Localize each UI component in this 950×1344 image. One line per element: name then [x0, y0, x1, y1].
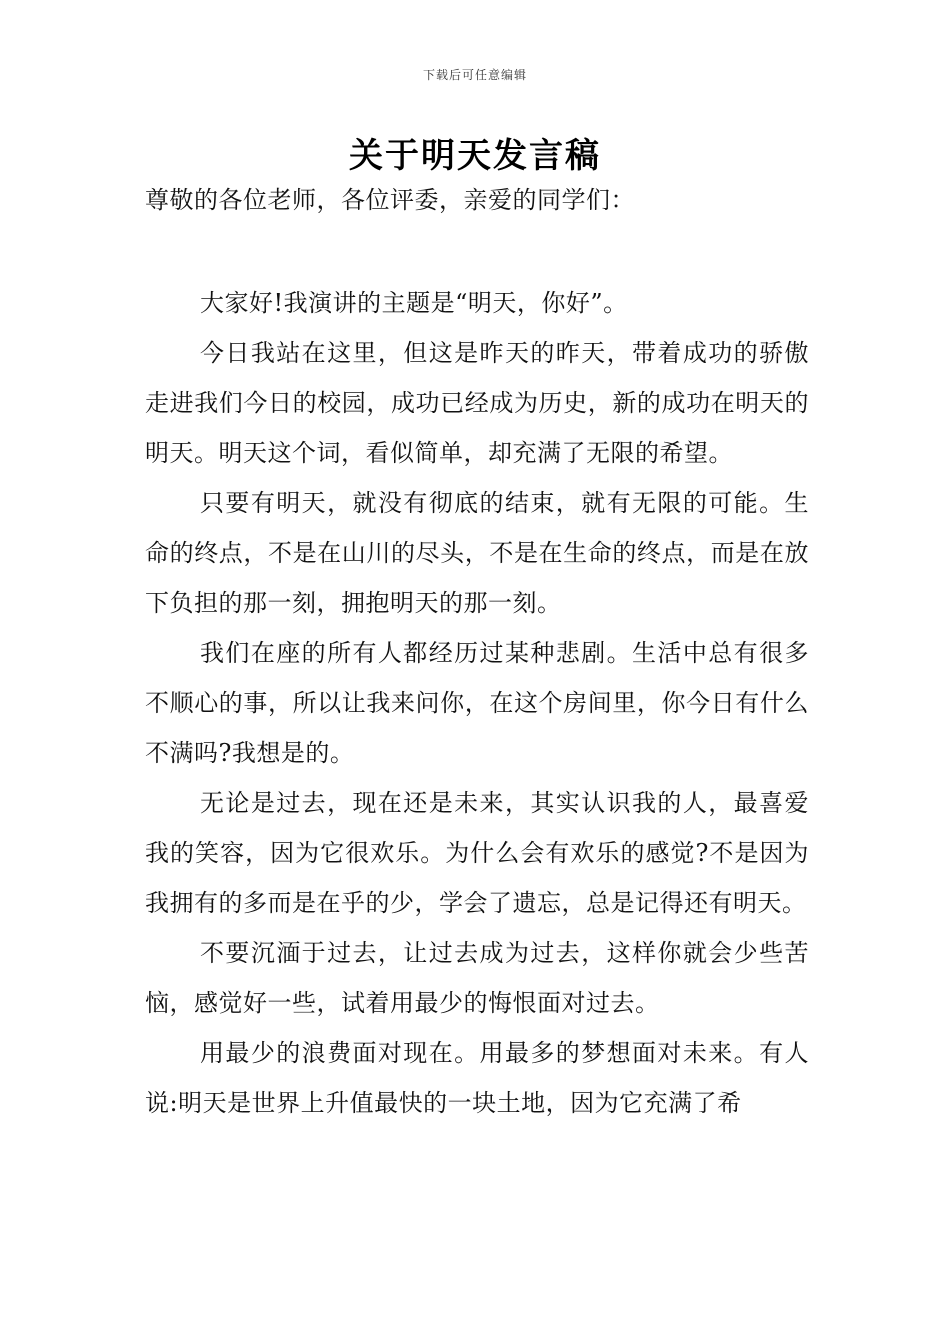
speech-body [145, 278, 809, 1128]
paragraph: 用最少的浪费面对现在。用最多的梦想面对未来。有人说:明天是世界上升值最快的一块土地，因为它充满了希 [145, 1039, 809, 1117]
paragraph: 我们在座的所有人都经历过某种悲剧。生活中总有很多不顺心的事，所以让我来问你，在这个房间里，你今日有什么不满吗?我想是的。 [145, 639, 809, 767]
salutation: 尊敬的各位老师，各位评委，亲爱的同学们： [145, 186, 635, 214]
paragraph: 只要有明天，就没有彻底的结束，就有无限的可能。生命的终点，不是在山川的尽头，不是在生命的终点，而是在放下负担的那一刻，拥抱明天的那一刻。 [145, 489, 809, 617]
paragraph: 今日我站在这里，但这是昨天的昨天，带着成功的骄傲走进我们今日的校园，成功已经成为历史，新的成功在明天的明天。明天这个词，看似简单，却充满了无限的希望。 [145, 339, 809, 467]
paragraph: 不要沉湎于过去，让过去成为过去，这样你就会少些苦恼，感觉好一些，试着用最少的悔恨面对过去。 [145, 939, 809, 1017]
paragraph: 大家好!我演讲的主题是“明天，你好”。 [200, 289, 628, 317]
header-note: 下载后可任意编辑 [422, 68, 527, 82]
page-title: 关于明天发言稿 [349, 136, 601, 176]
paragraph: 无论是过去，现在还是未来，其实认识我的人，最喜爱我的笑容，因为它很欢乐。为什么会有欢乐的感觉?不是因为我拥有的多而是在乎的少，学会了遗忘，总是记得还有明天。 [145, 789, 809, 917]
